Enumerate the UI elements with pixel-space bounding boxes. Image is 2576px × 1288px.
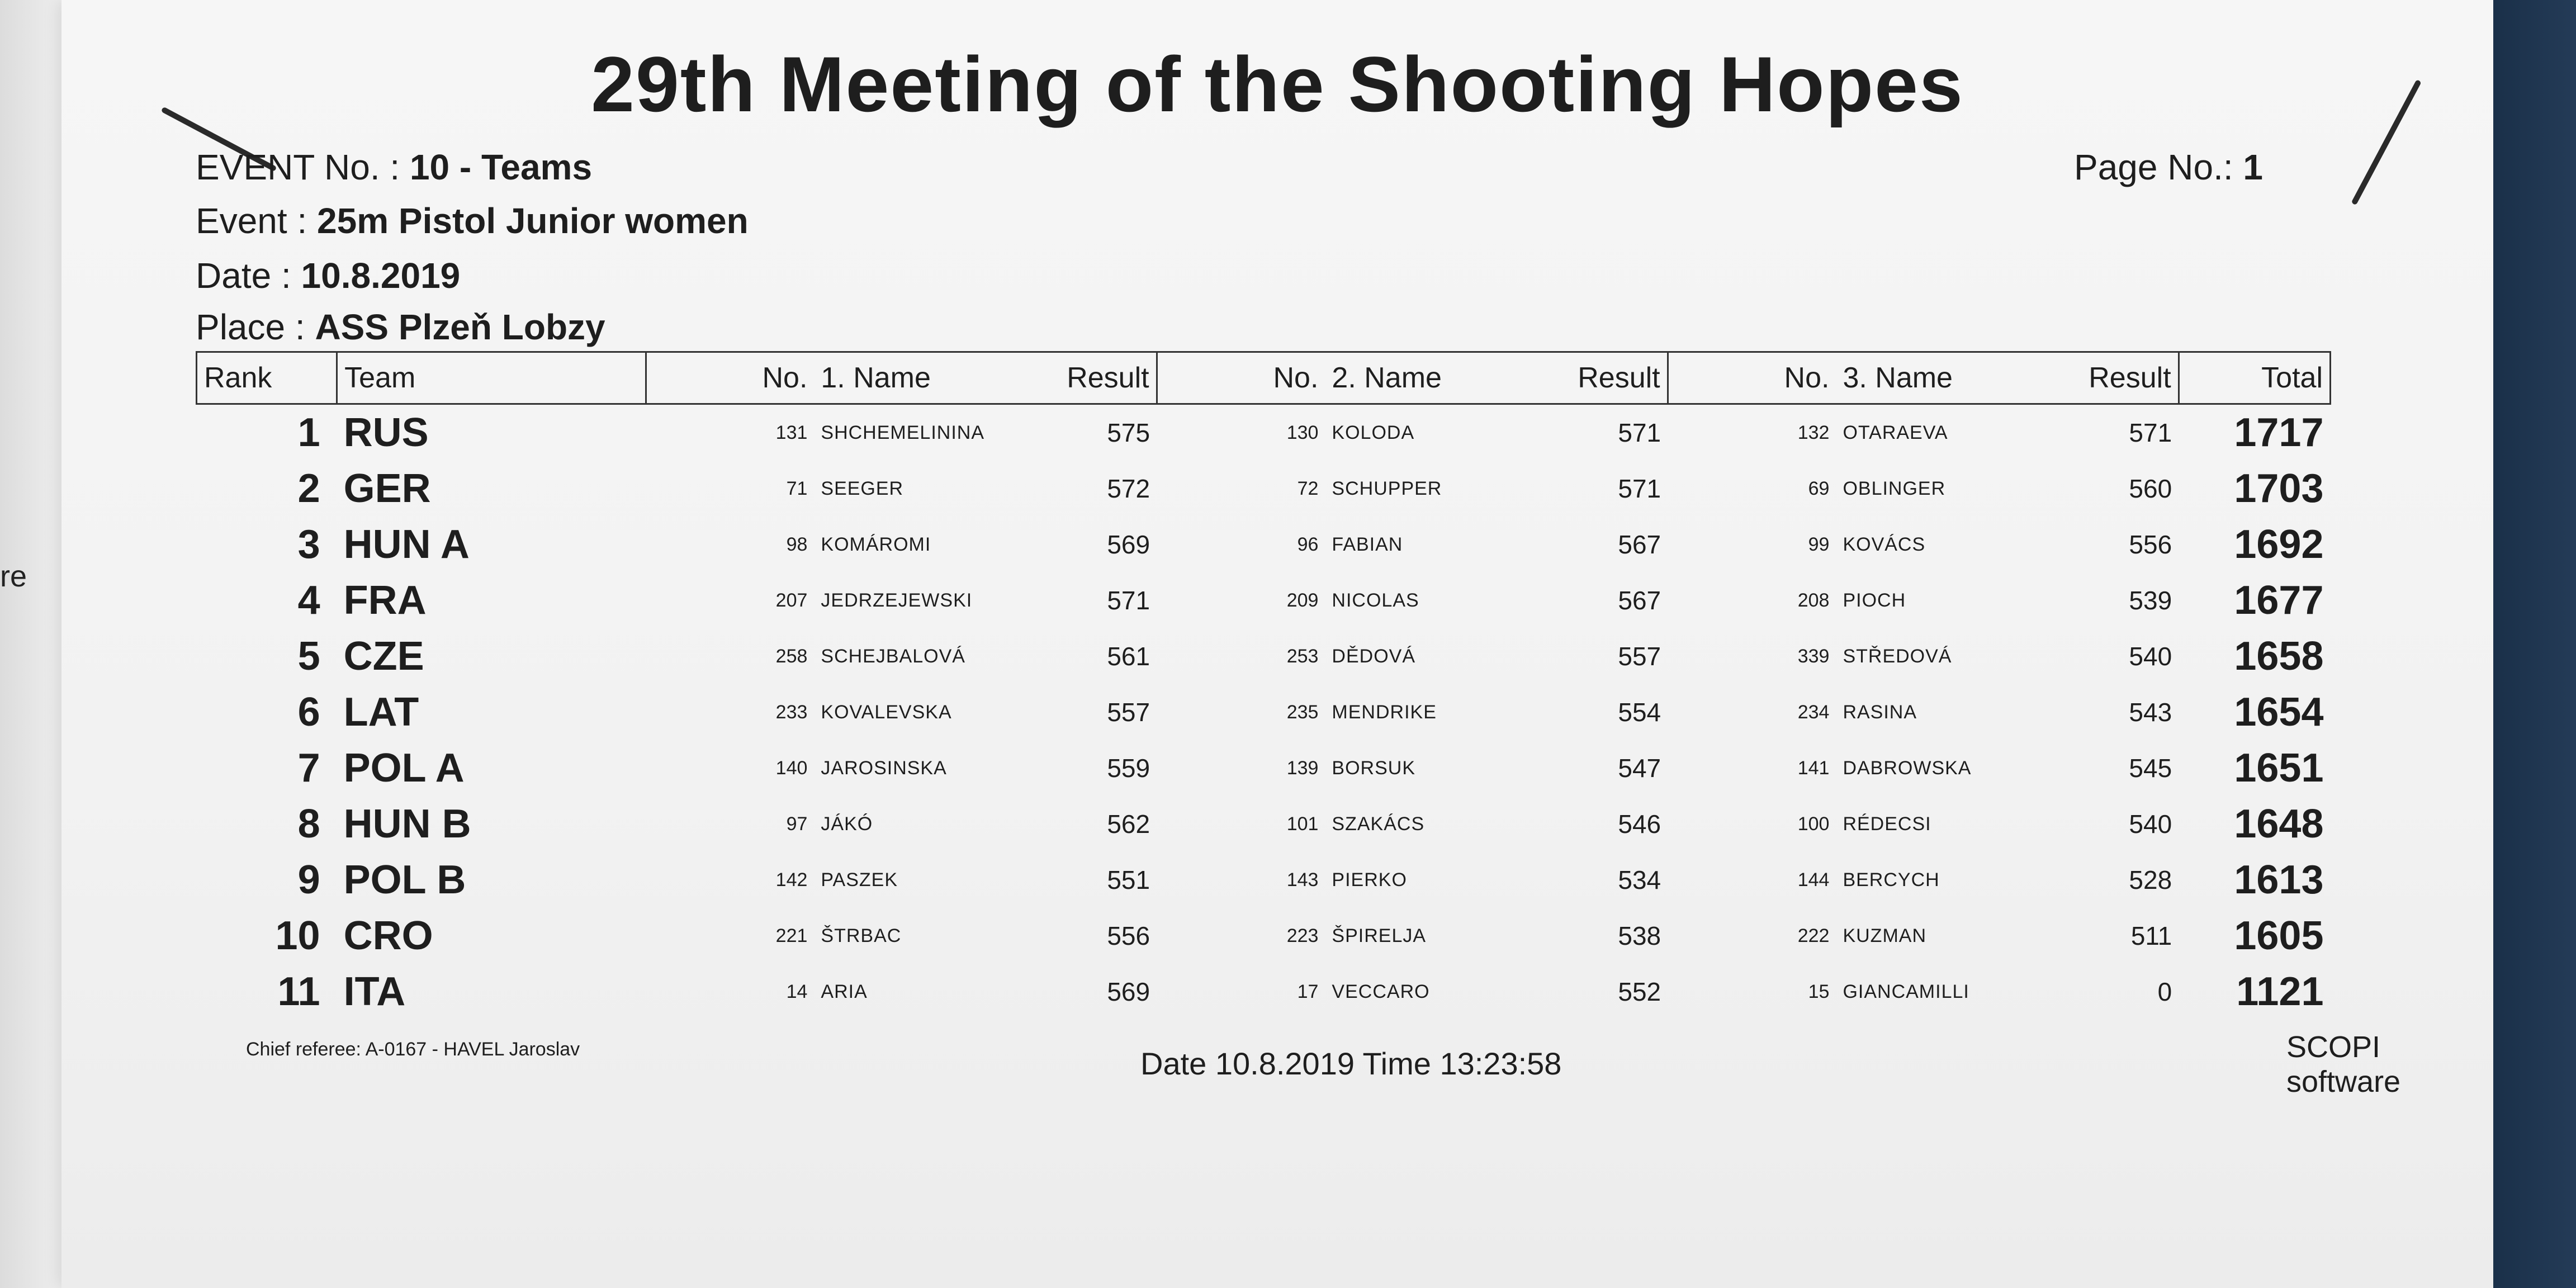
table-row xyxy=(197,796,2331,852)
rank-cell: 11 xyxy=(277,969,320,1014)
table-row xyxy=(197,908,2331,964)
total-cell: 1613 xyxy=(2234,858,2324,902)
shooter-1-number: 131 xyxy=(775,422,808,443)
page-title: 29th Meeting of the Shooting Hopes xyxy=(591,40,1964,128)
total-cell: 1692 xyxy=(2234,522,2324,567)
software-credit: SCOPI software xyxy=(2286,1030,2401,1098)
shooter-1-number: 221 xyxy=(775,925,808,946)
team-cell: RUS xyxy=(343,410,429,455)
shooter-3-number: 100 xyxy=(1797,813,1830,835)
shooter-2-name: BORSUK xyxy=(1332,757,1416,779)
shooter-2-name: FABIAN xyxy=(1332,533,1403,555)
rank-cell: 2 xyxy=(297,466,320,511)
total-cell: 1121 xyxy=(2236,969,2324,1014)
shooter-1-name: ŠTRBAC xyxy=(821,925,902,946)
shooter-1-name: KOMÁROMI xyxy=(821,533,931,555)
shooter-3-number: 144 xyxy=(1797,869,1830,891)
shooter-1-name: JEDRZEJEWSKI xyxy=(821,589,973,611)
shooter-3-result: 540 xyxy=(2129,642,2172,671)
shooter-1-name: JAROSINSKA xyxy=(821,757,947,779)
background-surface xyxy=(2493,0,2576,1288)
shooter-1-result: 571 xyxy=(1107,586,1150,615)
shooter-1-result: 559 xyxy=(1107,754,1150,783)
shooter-1-number: 71 xyxy=(786,477,808,499)
shooter-1-number: 98 xyxy=(786,533,808,555)
shooter-3-number: 141 xyxy=(1797,757,1830,779)
table-row xyxy=(197,572,2331,628)
total-cell: 1703 xyxy=(2234,466,2324,511)
shooter-2-number: 223 xyxy=(1286,925,1319,946)
shooter-1-name: JÁKÓ xyxy=(821,813,873,835)
shooter-3-result: 545 xyxy=(2129,754,2172,783)
print-timestamp: Date 10.8.2019 Time 13:23:58 xyxy=(1140,1046,1562,1081)
total-cell: 1658 xyxy=(2234,634,2324,679)
team-cell: LAT xyxy=(343,690,419,735)
team-cell: ITA xyxy=(343,969,406,1014)
shooter-2-number: 96 xyxy=(1297,533,1319,555)
rank-cell: 6 xyxy=(297,690,320,735)
header-name-2: 2. Name xyxy=(1325,352,1544,404)
shooter-1-result: 556 xyxy=(1107,921,1150,950)
shooter-1-result: 561 xyxy=(1107,642,1150,671)
table-header-row xyxy=(197,352,2331,404)
shooter-3-name: BERCYCH xyxy=(1843,869,1940,891)
header-name-3: 3. Name xyxy=(1836,352,2055,404)
shooter-2-number: 130 xyxy=(1286,422,1319,443)
table-row xyxy=(197,852,2331,908)
shooter-1-result: 551 xyxy=(1107,865,1150,894)
date-label: Date : xyxy=(196,255,291,296)
shooter-2-result: 534 xyxy=(1618,865,1661,894)
shooter-3-name: OBLINGER xyxy=(1843,477,1946,499)
rank-cell: 1 xyxy=(297,410,320,455)
page-number-value: 1 xyxy=(2243,147,2263,187)
shooter-1-number: 14 xyxy=(786,981,808,1002)
adjacent-sheet xyxy=(0,0,61,1288)
total-cell: 1648 xyxy=(2234,802,2324,846)
event-label: Event : xyxy=(196,201,307,241)
shooter-2-result: 571 xyxy=(1618,474,1661,503)
shooter-2-number: 143 xyxy=(1286,869,1319,891)
shooter-1-number: 233 xyxy=(775,701,808,723)
shooter-2-number: 209 xyxy=(1286,589,1319,611)
team-cell: HUN A xyxy=(343,522,470,567)
team-cell: CRO xyxy=(343,913,433,958)
place-label: Place : xyxy=(196,307,305,347)
shooter-3-result: 539 xyxy=(2129,586,2172,615)
shooter-2-number: 235 xyxy=(1286,701,1319,723)
shooter-2-name: PIERKO xyxy=(1332,869,1407,891)
shooter-1-name: KOVALEVSKA xyxy=(821,701,952,723)
team-cell: POL B xyxy=(343,858,466,902)
shooter-2-number: 101 xyxy=(1286,813,1319,835)
total-cell: 1605 xyxy=(2234,913,2324,958)
shooter-1-number: 142 xyxy=(775,869,808,891)
shooter-2-name: VECCARO xyxy=(1332,981,1430,1002)
shooter-1-name: ARIA xyxy=(821,981,868,1002)
shooter-3-name: STŘEDOVÁ xyxy=(1843,645,1952,667)
date-line xyxy=(196,255,460,296)
shooter-3-name: GIANCAMILLI xyxy=(1843,981,1969,1002)
header-result-2: Result xyxy=(1544,352,1668,404)
header-rank: Rank xyxy=(197,352,337,404)
shooter-1-result: 562 xyxy=(1107,809,1150,839)
shooter-3-result: 528 xyxy=(2129,865,2172,894)
table-row xyxy=(197,684,2331,740)
place-value: ASS Plzeň Lobzy xyxy=(315,307,605,347)
shooter-1-number: 140 xyxy=(775,757,808,779)
header-no-3: No. xyxy=(1668,352,1836,404)
shooter-2-name: ŠPIRELJA xyxy=(1332,925,1427,946)
shooter-2-number: 253 xyxy=(1286,645,1319,667)
shooter-2-result: 547 xyxy=(1618,754,1661,783)
shooter-1-result: 569 xyxy=(1107,977,1150,1006)
shooter-1-result: 575 xyxy=(1107,418,1150,447)
shooter-3-result: 571 xyxy=(2129,418,2172,447)
shooter-1-number: 258 xyxy=(775,645,808,667)
rank-cell: 7 xyxy=(297,746,320,790)
shooter-1-result: 557 xyxy=(1107,698,1150,727)
header-team: Team xyxy=(337,352,646,404)
shooter-1-name: SHCHEMELININA xyxy=(821,422,984,443)
team-cell: CZE xyxy=(343,634,424,679)
shooter-2-name: DĚDOVÁ xyxy=(1332,645,1416,667)
place-line xyxy=(196,306,605,348)
rank-cell: 3 xyxy=(297,522,320,567)
event-number-value: 10 - Teams xyxy=(409,147,593,187)
event-number-line xyxy=(196,146,592,188)
total-cell: 1654 xyxy=(2234,690,2324,735)
shooter-3-number: 69 xyxy=(1808,477,1830,499)
rank-cell: 9 xyxy=(297,858,320,902)
chief-referee: Chief referee: A-0167 - HAVEL Jaroslav xyxy=(246,1039,580,1060)
event-line xyxy=(196,200,749,242)
header-no-1: No. xyxy=(646,352,814,404)
shooter-2-number: 17 xyxy=(1297,981,1319,1002)
shooter-1-result: 572 xyxy=(1107,474,1150,503)
shooter-1-number: 97 xyxy=(786,813,808,835)
shooter-3-result: 540 xyxy=(2129,809,2172,839)
table-row xyxy=(197,461,2331,517)
shooter-3-result: 560 xyxy=(2129,474,2172,503)
rank-cell: 10 xyxy=(275,913,320,958)
shooter-3-number: 208 xyxy=(1797,589,1830,611)
table-row xyxy=(197,517,2331,572)
header-result-1: Result xyxy=(1033,352,1157,404)
shooter-2-result: 567 xyxy=(1618,530,1661,559)
shooter-2-result: 552 xyxy=(1618,977,1661,1006)
shooter-3-name: KOVÁCS xyxy=(1843,533,1926,555)
header-no-2: No. xyxy=(1157,352,1325,404)
table-row xyxy=(197,404,2331,461)
shooter-3-name: RASINA xyxy=(1843,701,1917,723)
team-cell: HUN B xyxy=(343,802,471,846)
page-number-label: Page No.: xyxy=(2074,147,2233,187)
rank-cell: 4 xyxy=(297,578,320,623)
shooter-3-number: 99 xyxy=(1808,533,1830,555)
table-row xyxy=(197,628,2331,684)
team-cell: GER xyxy=(343,466,431,511)
shooter-3-number: 132 xyxy=(1797,422,1830,443)
shooter-2-result: 557 xyxy=(1618,642,1661,671)
shooter-1-name: SCHEJBALOVÁ xyxy=(821,645,965,667)
shooter-3-name: PIOCH xyxy=(1843,589,1906,611)
shooter-3-number: 222 xyxy=(1797,925,1830,946)
shooter-3-name: OTARAEVA xyxy=(1843,422,1948,443)
total-cell: 1677 xyxy=(2234,578,2324,623)
shooter-2-name: MENDRIKE xyxy=(1332,701,1437,723)
header-result-3: Result xyxy=(2055,352,2179,404)
event-number-label: EVENT No. : xyxy=(196,147,400,187)
results-table xyxy=(196,351,2331,1020)
shooter-3-name: RÉDECSI xyxy=(1843,813,1931,835)
event-value: 25m Pistol Junior women xyxy=(317,201,749,241)
shooter-2-name: SCHUPPER xyxy=(1332,477,1442,499)
shooter-3-number: 339 xyxy=(1797,645,1830,667)
shooter-1-name: SEEGER xyxy=(821,477,904,499)
margin-fragment-text: re xyxy=(0,560,27,593)
shooter-1-name: PASZEK xyxy=(821,869,898,891)
page-number xyxy=(2074,146,2263,188)
shooter-3-name: KUZMAN xyxy=(1843,925,1927,946)
table-row xyxy=(197,740,2331,796)
shooter-2-name: NICOLAS xyxy=(1332,589,1419,611)
shooter-3-result: 556 xyxy=(2129,530,2172,559)
shooter-3-result: 0 xyxy=(2157,977,2172,1006)
shooter-3-number: 15 xyxy=(1808,981,1830,1002)
shooter-3-number: 234 xyxy=(1797,701,1830,723)
shooter-2-number: 139 xyxy=(1286,757,1319,779)
shooter-3-result: 511 xyxy=(2130,921,2172,950)
results-sheet xyxy=(61,0,2493,1288)
team-cell: FRA xyxy=(343,578,427,623)
date-value: 10.8.2019 xyxy=(301,255,461,296)
shooter-3-name: DABROWSKA xyxy=(1843,757,1972,779)
shooter-2-result: 554 xyxy=(1618,698,1661,727)
shooter-2-result: 571 xyxy=(1618,418,1661,447)
total-cell: 1717 xyxy=(2234,410,2324,455)
shooter-1-result: 569 xyxy=(1107,530,1150,559)
total-cell: 1651 xyxy=(2234,746,2324,790)
shooter-2-name: SZAKÁCS xyxy=(1332,813,1425,835)
shooter-2-result: 538 xyxy=(1618,921,1661,950)
rank-cell: 8 xyxy=(297,802,320,846)
header-total: Total xyxy=(2179,352,2330,404)
shooter-2-name: KOLODA xyxy=(1332,422,1415,443)
team-cell: POL A xyxy=(343,746,465,790)
header-name-1: 1. Name xyxy=(814,352,1033,404)
results-body xyxy=(197,404,2331,1020)
shooter-2-result: 567 xyxy=(1618,586,1661,615)
shooter-1-number: 207 xyxy=(775,589,808,611)
rank-cell: 5 xyxy=(297,634,320,679)
shooter-2-result: 546 xyxy=(1618,809,1661,839)
shooter-3-result: 543 xyxy=(2129,698,2172,727)
shooter-2-number: 72 xyxy=(1297,477,1319,499)
table-row xyxy=(197,964,2331,1020)
